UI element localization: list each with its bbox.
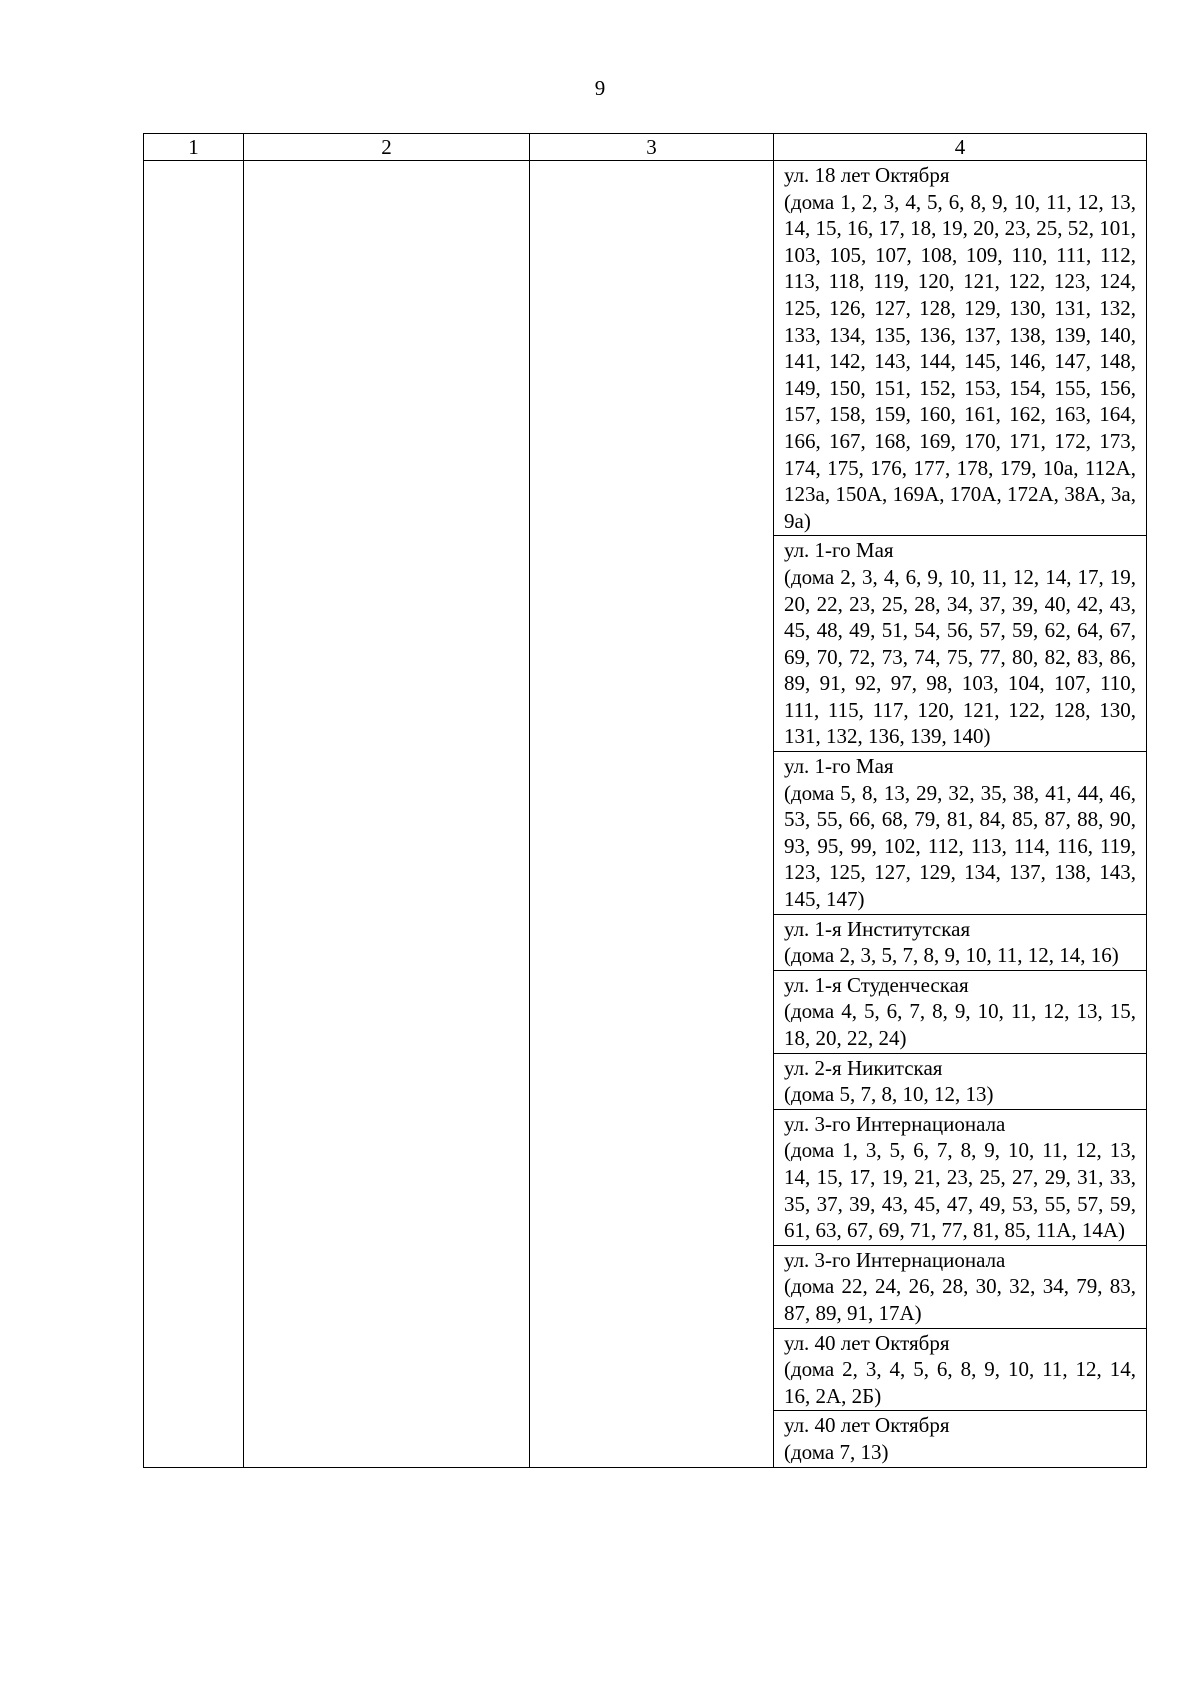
house-list: (дома 2, 3, 5, 7, 8, 9, 10, 11, 12, 14, 16) xyxy=(784,943,1119,968)
house-list: (дома 7, 13) xyxy=(784,1439,889,1464)
street-name: ул. 3-го Интернационала xyxy=(784,1111,1006,1136)
column-1-cell xyxy=(144,161,244,1468)
street-cell xyxy=(774,1245,1147,1328)
header-cell-2: 2 xyxy=(244,134,530,161)
house-list: (дома 22, 24, 26, 28, 30, 32, 34, 79, 83, 87, 89, 91, 17А) xyxy=(784,1274,1136,1325)
header-cell-4: 4 xyxy=(774,134,1147,161)
street-cell xyxy=(774,752,1147,915)
house-list: (дома 1, 3, 5, 6, 7, 8, 9, 10, 11, 12, 13, 14, 15, 17, 19, 21, 23, 25, 27, 29, 31, 33, 35, 37, 39, 43, 45, 47, 49, 53, 55, 57, 59, 61, 63, 67, 69, 71, 77, 81, 85, 11А, 14А) xyxy=(784,1138,1136,1243)
street-cell xyxy=(774,1109,1147,1245)
address-table xyxy=(143,133,1147,1468)
street-cell xyxy=(774,914,1147,970)
column-3-cell xyxy=(530,161,774,1468)
house-list: (дома 2, 3, 4, 6, 9, 10, 11, 12, 14, 17, 19, 20, 22, 23, 25, 28, 34, 37, 39, 40, 42, 43, 45, 48, 49, 51, 54, 56, 57, 59, 62, 64, 67, 69, 70, 72, 73, 74, 75, 77, 80, 82, 83, 86, 89, 91, 92, 97, 98, 103, 104, 107, 110, 111, 115, 117, 120, 121, 122, 128, 130, 131, 132, 136, 139, 140) xyxy=(784,564,1136,749)
table-row xyxy=(144,161,1147,536)
header-row xyxy=(144,134,1147,161)
street-name: ул. 1-я Институтская xyxy=(784,916,971,941)
street-cell xyxy=(774,970,1147,1053)
street-name: ул. 2-я Никитская xyxy=(784,1055,943,1080)
house-list: (дома 1, 2, 3, 4, 5, 6, 8, 9, 10, 11, 12, 13, 14, 15, 16, 17, 18, 19, 20, 23, 25, 52, 101, 103, 105, 107, 108, 109, 110, 111, 112, 113, 118, 119, 120, 121, 122, 123, 124, 125, 126, 127, 128, 129, 130, 131, 132, 133, 134, 135, 136, 137, 138, 139, 140, 141, 142, 143, 144, 145, 146, 147, 148, 149, 150, 151, 152, 153, 154, 155, 156, 157, 158, 159, 160, 161, 162, 163, 164, 166, 167, 168, 169, 170, 171, 172, 173, 174, 175, 176, 177, 178, 179, 10а, 112А, 123а, 150А, 169А, 170А, 172А, 38А, 3а, 9а) xyxy=(784,189,1136,533)
street-name: ул. 40 лет Октября xyxy=(784,1413,950,1438)
street-name: ул. 40 лет Октября xyxy=(784,1330,950,1355)
street-name: ул. 1-го Мая xyxy=(784,754,894,779)
street-cell xyxy=(774,1328,1147,1411)
header-cell-3: 3 xyxy=(530,134,774,161)
house-list: (дома 5, 7, 8, 10, 12, 13) xyxy=(784,1082,994,1107)
house-list: (дома 4, 5, 6, 7, 8, 9, 10, 11, 12, 13, 15, 18, 20, 22, 24) xyxy=(784,999,1136,1050)
street-name: ул. 18 лет Октября xyxy=(784,163,950,187)
street-name: ул. 3-го Интернационала xyxy=(784,1247,1006,1272)
column-2-cell xyxy=(244,161,530,1468)
header-cell-1: 1 xyxy=(144,134,244,161)
house-list: (дома 2, 3, 4, 5, 6, 8, 9, 10, 11, 12, 14, 16, 2А, 2Б) xyxy=(784,1357,1136,1408)
page-number: 9 xyxy=(594,76,606,100)
street-cell xyxy=(774,536,1147,752)
house-list: (дома 5, 8, 13, 29, 32, 35, 38, 41, 44, 46, 53, 55, 66, 68, 79, 81, 84, 85, 87, 88, 90, 93, 95, 99, 102, 112, 113, 114, 116, 119, 123, 125, 127, 129, 134, 137, 138, 143, 145, 147) xyxy=(784,780,1136,912)
street-name: ул. 1-я Студенческая xyxy=(784,972,969,997)
street-name: ул. 1-го Мая xyxy=(784,538,894,563)
street-cell xyxy=(774,161,1147,536)
street-cell xyxy=(774,1053,1147,1109)
street-cell xyxy=(774,1411,1147,1467)
address-table-body xyxy=(144,134,1147,1468)
